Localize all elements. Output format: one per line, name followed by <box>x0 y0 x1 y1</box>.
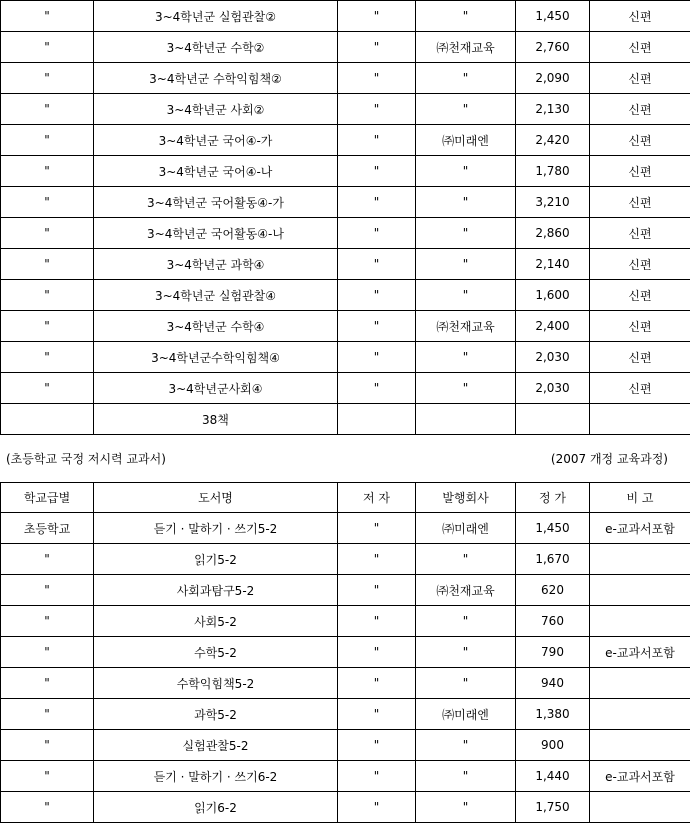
cell-author: " <box>338 544 416 575</box>
cell-level: " <box>1 156 94 187</box>
table-row <box>1 761 690 792</box>
cell-publisher: " <box>416 761 516 792</box>
cell-title: 3~4학년군사회④ <box>94 373 338 404</box>
cell-level: " <box>1 94 94 125</box>
cell-price: 1,440 <box>516 761 590 792</box>
cell-price: 2,140 <box>516 249 590 280</box>
cell-title: 3~4학년군 국어활동④-가 <box>94 187 338 218</box>
cell-title: 수학5-2 <box>94 637 338 668</box>
cell-title: 3~4학년군 국어④-가 <box>94 125 338 156</box>
cell-author: " <box>338 761 416 792</box>
cell-publisher: ㈜미래엔 <box>416 699 516 730</box>
cell-level: " <box>1 699 94 730</box>
cell-level: " <box>1 373 94 404</box>
cell-level: " <box>1 575 94 606</box>
cell-publisher: ㈜천재교육 <box>416 311 516 342</box>
table-row <box>1 156 690 187</box>
table1-body <box>1 1 690 435</box>
cell-note: e-교과서포함 <box>590 637 690 668</box>
cell-note: 신편 <box>590 63 690 94</box>
table-header-row <box>1 483 690 513</box>
cell-note <box>590 792 690 823</box>
table-row <box>1 94 690 125</box>
cell-level: " <box>1 342 94 373</box>
cell-publisher: " <box>416 280 516 311</box>
cell-title: 3~4학년군 국어활동④-나 <box>94 218 338 249</box>
cell-note: 신편 <box>590 311 690 342</box>
cell-author: " <box>338 311 416 342</box>
cell-price: 940 <box>516 668 590 699</box>
cell-price: 2,400 <box>516 311 590 342</box>
cell-author: " <box>338 730 416 761</box>
cell-level: " <box>1 249 94 280</box>
cell-price: 2,030 <box>516 373 590 404</box>
cell-note <box>590 606 690 637</box>
cell-publisher: " <box>416 187 516 218</box>
cell-price: 1,780 <box>516 156 590 187</box>
cell-note: 신편 <box>590 187 690 218</box>
table-row <box>1 218 690 249</box>
cell-title: 실험관찰5-2 <box>94 730 338 761</box>
cell-level: " <box>1 280 94 311</box>
cell-publisher: " <box>416 606 516 637</box>
cell-author: " <box>338 373 416 404</box>
cell-publisher: ㈜미래엔 <box>416 125 516 156</box>
empty-cell <box>416 404 516 435</box>
cell-price: 2,090 <box>516 63 590 94</box>
cell-publisher: " <box>416 544 516 575</box>
table-row <box>1 513 690 544</box>
cell-level: " <box>1 218 94 249</box>
table-row <box>1 575 690 606</box>
cell-price: 1,380 <box>516 699 590 730</box>
total-count: 38책 <box>94 404 338 435</box>
cell-note: 신편 <box>590 342 690 373</box>
cell-publisher: ㈜천재교육 <box>416 575 516 606</box>
header-author: 저 자 <box>338 483 416 513</box>
cell-level: " <box>1 668 94 699</box>
cell-price: 1,600 <box>516 280 590 311</box>
low-vision-textbook-table <box>0 482 690 823</box>
cell-title: 3~4학년군 과학④ <box>94 249 338 280</box>
cell-publisher: ㈜미래엔 <box>416 513 516 544</box>
header-note: 비 고 <box>590 483 690 513</box>
cell-note: 신편 <box>590 249 690 280</box>
cell-author: " <box>338 125 416 156</box>
table-caption-title: (초등학교 국정 저시력 교과서) <box>6 452 166 466</box>
cell-level: " <box>1 32 94 63</box>
table-row <box>1 63 690 94</box>
cell-price: 620 <box>516 575 590 606</box>
cell-title: 사회5-2 <box>94 606 338 637</box>
cell-title: 3~4학년군수학익힘책④ <box>94 342 338 373</box>
cell-note <box>590 730 690 761</box>
table-row <box>1 32 690 63</box>
cell-author: " <box>338 792 416 823</box>
cell-publisher: " <box>416 730 516 761</box>
cell-author: " <box>338 280 416 311</box>
cell-author: " <box>338 1 416 32</box>
table-row <box>1 792 690 823</box>
cell-price: 1,670 <box>516 544 590 575</box>
cell-author: " <box>338 218 416 249</box>
cell-price: 1,450 <box>516 513 590 544</box>
cell-publisher: " <box>416 637 516 668</box>
cell-note: e-교과서포함 <box>590 761 690 792</box>
cell-title: 3~4학년군 실험관찰② <box>94 1 338 32</box>
cell-title: 3~4학년군 국어④-나 <box>94 156 338 187</box>
cell-title: 3~4학년군 실험관찰④ <box>94 280 338 311</box>
cell-publisher: " <box>416 792 516 823</box>
cell-publisher: " <box>416 94 516 125</box>
cell-note: 신편 <box>590 218 690 249</box>
cell-price: 2,130 <box>516 94 590 125</box>
cell-level: " <box>1 63 94 94</box>
empty-cell <box>516 404 590 435</box>
cell-level: " <box>1 637 94 668</box>
cell-author: " <box>338 187 416 218</box>
cell-price: 2,030 <box>516 342 590 373</box>
cell-level: " <box>1 125 94 156</box>
cell-publisher: " <box>416 63 516 94</box>
cell-publisher: " <box>416 668 516 699</box>
table-row <box>1 280 690 311</box>
table-row <box>1 125 690 156</box>
total-row <box>1 404 690 435</box>
cell-title: 사회과탐구5-2 <box>94 575 338 606</box>
table-row <box>1 373 690 404</box>
table-row <box>1 544 690 575</box>
table-row <box>1 637 690 668</box>
header-title: 도서명 <box>94 483 338 513</box>
cell-title: 읽기5-2 <box>94 544 338 575</box>
cell-note: 신편 <box>590 156 690 187</box>
cell-level: " <box>1 761 94 792</box>
cell-author: " <box>338 94 416 125</box>
table-row <box>1 311 690 342</box>
cell-author: " <box>338 513 416 544</box>
table2-body <box>1 513 690 823</box>
cell-note: 신편 <box>590 125 690 156</box>
cell-publisher: ㈜천재교육 <box>416 32 516 63</box>
cell-note: 신편 <box>590 1 690 32</box>
table-row <box>1 699 690 730</box>
header-price: 정 가 <box>516 483 590 513</box>
cell-author: " <box>338 156 416 187</box>
cell-author: " <box>338 637 416 668</box>
cell-level: " <box>1 1 94 32</box>
table-row <box>1 730 690 761</box>
header-publisher: 발행회사 <box>416 483 516 513</box>
cell-title: 3~4학년군 수학④ <box>94 311 338 342</box>
cell-level: " <box>1 311 94 342</box>
cell-author: " <box>338 668 416 699</box>
cell-level: " <box>1 606 94 637</box>
cell-price: 1,750 <box>516 792 590 823</box>
cell-title: 수학익힘책5-2 <box>94 668 338 699</box>
table-row <box>1 606 690 637</box>
table-row <box>1 1 690 32</box>
empty-cell <box>1 404 94 435</box>
cell-level: 초등학교 <box>1 513 94 544</box>
cell-level: " <box>1 187 94 218</box>
cell-author: " <box>338 63 416 94</box>
cell-level: " <box>1 792 94 823</box>
cell-title: 3~4학년군 수학익힘책② <box>94 63 338 94</box>
cell-level: " <box>1 544 94 575</box>
cell-note <box>590 668 690 699</box>
cell-title: 3~4학년군 사회② <box>94 94 338 125</box>
table-row <box>1 187 690 218</box>
cell-price: 2,860 <box>516 218 590 249</box>
cell-publisher: " <box>416 218 516 249</box>
cell-publisher: " <box>416 1 516 32</box>
cell-author: " <box>338 699 416 730</box>
cell-note: 신편 <box>590 32 690 63</box>
cell-note: e-교과서포함 <box>590 513 690 544</box>
cell-price: 3,210 <box>516 187 590 218</box>
cell-author: " <box>338 249 416 280</box>
header-level: 학교급별 <box>1 483 94 513</box>
cell-title: 듣기 · 말하기 · 쓰기5-2 <box>94 513 338 544</box>
cell-price: 790 <box>516 637 590 668</box>
table-row <box>1 342 690 373</box>
cell-level: " <box>1 730 94 761</box>
cell-title: 듣기 · 말하기 · 쓰기6-2 <box>94 761 338 792</box>
empty-cell <box>338 404 416 435</box>
cell-author: " <box>338 32 416 63</box>
cell-publisher: " <box>416 342 516 373</box>
cell-note: 신편 <box>590 373 690 404</box>
cell-title: 과학5-2 <box>94 699 338 730</box>
cell-price: 2,420 <box>516 125 590 156</box>
cell-note <box>590 575 690 606</box>
cell-price: 2,760 <box>516 32 590 63</box>
cell-author: " <box>338 342 416 373</box>
empty-cell <box>590 404 690 435</box>
cell-publisher: " <box>416 249 516 280</box>
cell-note: 신편 <box>590 94 690 125</box>
cell-title: 읽기6-2 <box>94 792 338 823</box>
cell-note: 신편 <box>590 280 690 311</box>
cell-publisher: " <box>416 373 516 404</box>
cell-author: " <box>338 575 416 606</box>
cell-publisher: " <box>416 156 516 187</box>
cell-price: 760 <box>516 606 590 637</box>
table-row <box>1 668 690 699</box>
cell-title: 3~4학년군 수학② <box>94 32 338 63</box>
table-row <box>1 249 690 280</box>
table-caption-curriculum: (2007 개정 교육과정) <box>550 452 668 466</box>
cell-author: " <box>338 606 416 637</box>
cell-price: 900 <box>516 730 590 761</box>
cell-price: 1,450 <box>516 1 590 32</box>
cell-note <box>590 544 690 575</box>
cell-note <box>590 699 690 730</box>
